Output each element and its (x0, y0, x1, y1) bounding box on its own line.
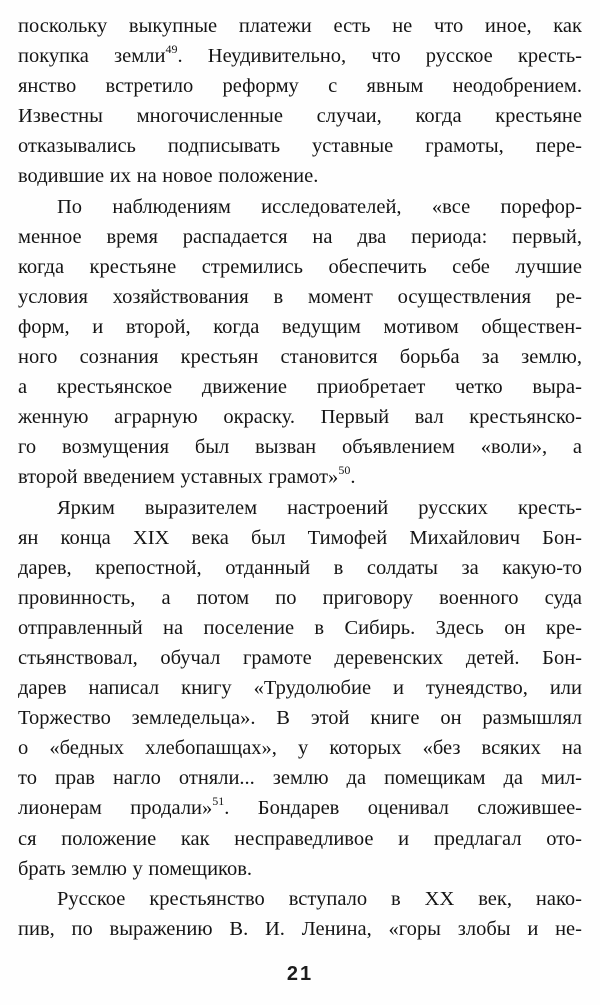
text-line: стьянствовал, обучал грамоте деревенских детей. Бон- (18, 646, 582, 669)
footnote-marker: 51 (212, 794, 225, 809)
text-line: ного сознания крестьян становится борьба за землю, (18, 346, 582, 369)
text-line: ся положение как несправедливое и предлагал ото- (18, 827, 582, 850)
text-line: то прав нагло отняли... землю да помещикам да мил- (18, 767, 582, 790)
text-line: брать землю у помещиков. (18, 857, 253, 880)
text-line: женную аграрную окраску. Первый вал крестьянско- (18, 406, 582, 429)
text-line: го возмущения был вызван объявлением «воли», а (18, 436, 582, 459)
text-line: форм, и второй, когда ведущим мотивом обществен- (18, 315, 582, 338)
text-line: поскольку выкупные платежи есть не что иное, как (18, 15, 582, 37)
page-text (18, 11, 582, 944)
text-line: пив, по выражению В. И. Ленина, «горы злобы и не- (18, 917, 582, 940)
text-line: провинность, а потом по приговору военного суда (18, 586, 582, 609)
text-line: отказывались подписывать уставные грамоты, пере- (18, 135, 582, 158)
text-line: отправленный на поселение в Сибирь. Здесь он кре- (18, 616, 582, 639)
text-line: второй введением уставных грамот»$^{50}$. (18, 463, 356, 489)
text-line: лионерам продали»$^{51}$. Бондарев оценивал сложившее- (18, 794, 582, 820)
paragraph (18, 11, 582, 192)
footnote-marker: 50 (338, 463, 351, 478)
footnote-marker: 49 (165, 42, 178, 57)
text-line: Известны многочисленные случаи, когда крестьяне (18, 105, 582, 128)
text-line: По наблюдениям исследователей, «все порефор- (57, 195, 582, 218)
text-line: когда крестьяне стремились обеспечить себе лучшие (18, 255, 582, 278)
text-line: водившие их на новое положение. (18, 165, 319, 188)
text-line: условия хозяйствования в момент осуществления ре- (18, 285, 582, 308)
text-line: дарев, крепостной, отданный в солдаты за какую-то (18, 556, 582, 579)
text-line: менное время распадается на два периода: первый, (18, 225, 582, 248)
text-line: Русское крестьянство вступало в XX век, нако- (57, 887, 582, 910)
text-line: покупка земли$^{49}$. Неудивительно, что русское кресть- (18, 42, 582, 68)
text-line: о «бедных хлебопашцах», у которых «без всяких на (18, 737, 582, 760)
text-line: ян конца XIX века был Тимофей Михайлович Бон- (18, 526, 582, 549)
text-line: янство встретило реформу с явным неодобрением. (18, 75, 582, 98)
text-line: Ярким выразителем настроений русских кресть- (57, 496, 582, 519)
text-line: дарев написал книгу «Трудолюбие и тунеядство, или (18, 677, 582, 700)
page-number: 21 (286, 963, 314, 985)
text-line: Торжество земледельца». В этой книге он размышлял (18, 707, 582, 730)
paragraph (18, 493, 582, 884)
paragraph (18, 192, 582, 493)
paragraph (18, 884, 582, 944)
text-line: а крестьянское движение приобретает четко выра- (18, 376, 582, 399)
